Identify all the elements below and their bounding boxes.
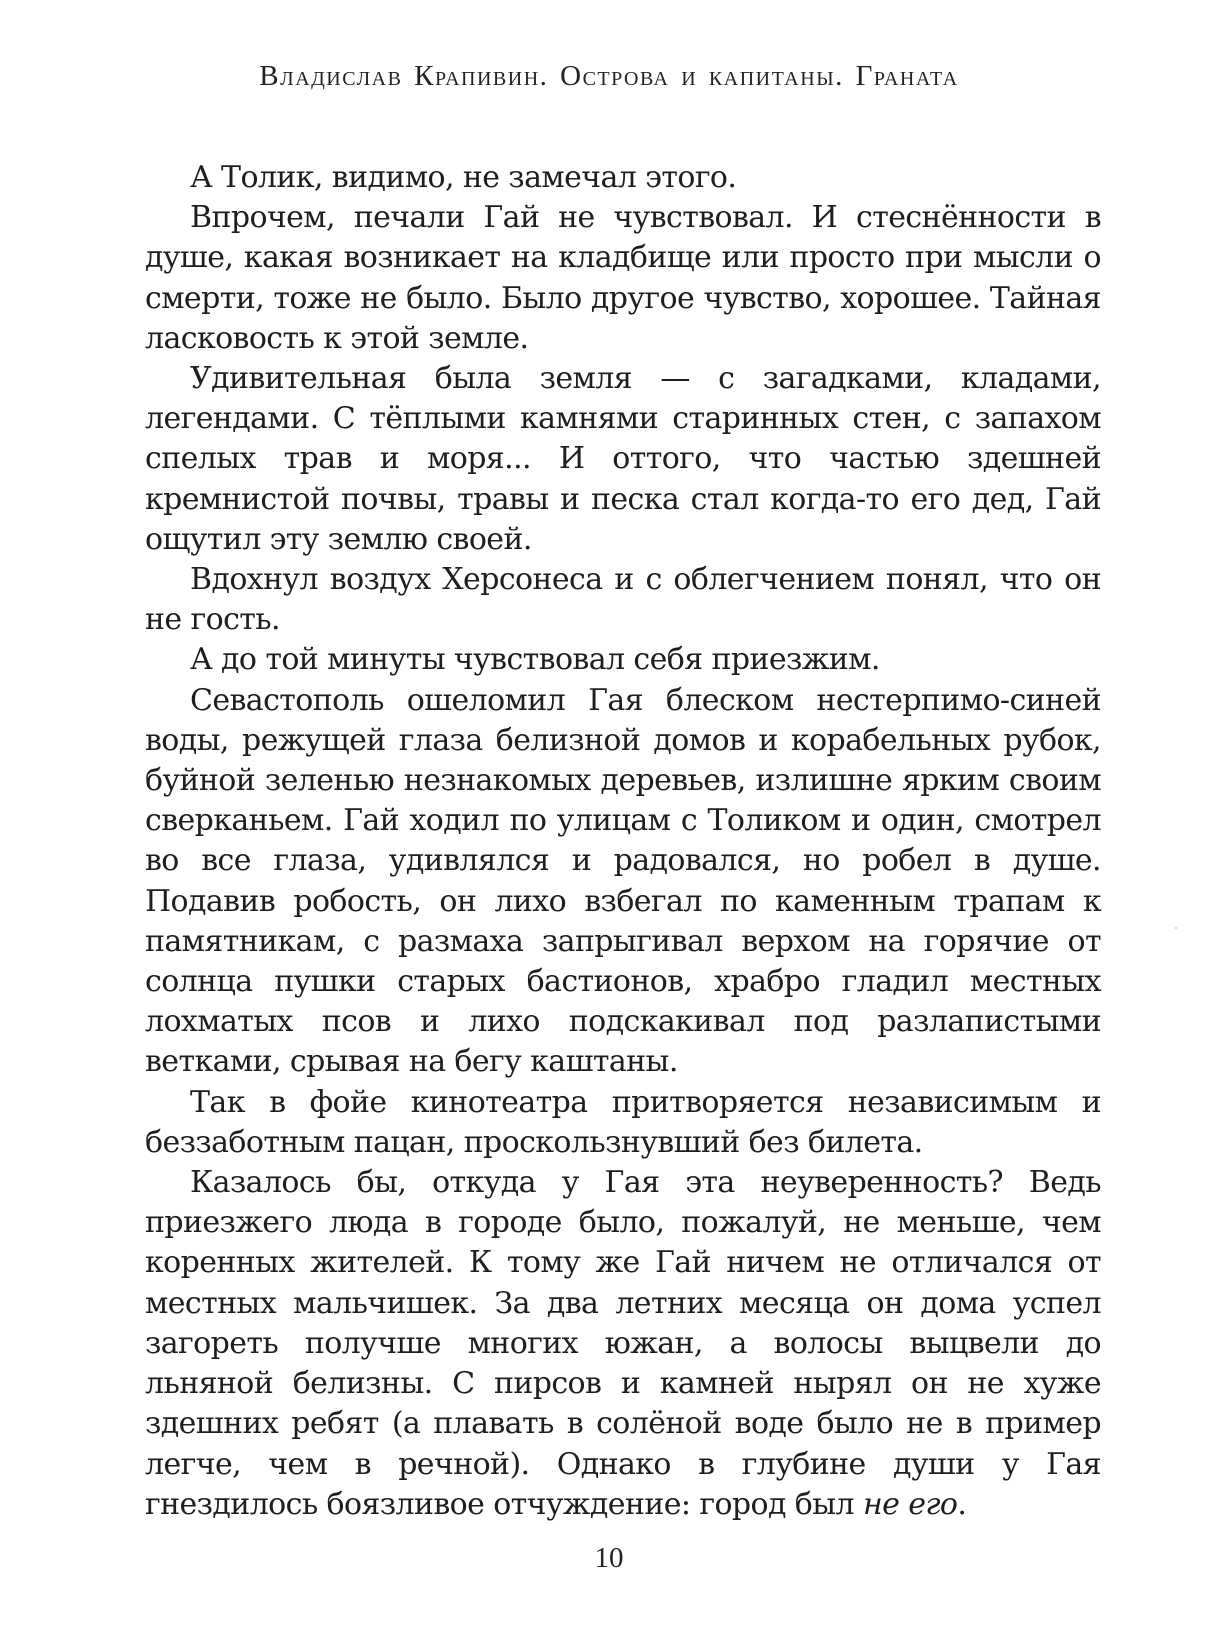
paragraph-8 — [145, 1163, 1101, 1525]
paragraph-4: Вдохнул воздух Херсонеса и с облегчением понял, что он не гость. — [145, 562, 1101, 638]
paragraph-5: А до той минуты чувствовал себя приезжим. — [190, 642, 880, 678]
page-number: 10 — [594, 1542, 624, 1574]
paper-speck — [1175, 927, 1177, 929]
paragraph-1: А Толик, видимо, не замечал этого. — [190, 160, 737, 195]
paragraph-2: Впрочем, печали Гай не чувствовал. И стеснённости в душе, какая возникает на кладбище или просто при мысли о смерти, тоже не было. Было другое чувство, хорошее. Тайная ласковость к этой земле. — [145, 200, 1101, 356]
paragraph-7: Так в фойе кинотеатра притворяется независимым и беззаботным пацан, проскользнувший без билета. — [145, 1084, 1101, 1160]
main-text — [145, 158, 1101, 1525]
running-header: Владислав Крапивин. Острова и капитаны. Граната — [259, 60, 959, 92]
paragraph-3: Удивительная была земля — с загадками, кладами, легендами. С тёплыми камнями старинных стен, с запахом спелых трав и моря... И оттого, что частью здешней кремнистой почвы, травы и песка стал когда-то его дед, Гай ощутил эту землю своей. — [145, 361, 1101, 557]
paragraph-8-tail: . — [957, 1486, 967, 1522]
paragraph-8-text: Казалось бы, откуда у Гая эта неуверенность? Ведь приезжего люда в городе было, пожалуй, не меньше, чем коренных жителей. К тому же Гай ничем не отличался от местных мальчишек. За два летних месяца он дома успел загореть получше многих южан, а волосы выцвели до льняной белизны. С пирсов и камней нырял он не хуже здешних ребят (а плавать в солёной воде было не в пример легче, чем в речной). Однако в глубине души у Гая гнездилось боязливое отчуждение: город был — [145, 1165, 1101, 1522]
paragraph-8-emphasis: не его — [862, 1486, 958, 1522]
paragraph-6: Севастополь ошеломил Гая блеском нестерпимо-синей воды, режущей глаза белизной домов и корабельных рубок, буйной зеленью незнакомых деревьев, излишне ярким своим сверканьем. Гай ходил по улицам с Толиком и один, смотрел во все глаза, удивлялся и радовался, но робел в душе. Подавив робость, он лихо взбегал по каменным трапам к памятникам, с размаха запрыгивал верхом на горячие от солнца пушки старых бастионов, храбро гладил местных лохматых псов и лихо подскакивал под разлапистыми ветками, срывая на бегу каштаны. — [145, 682, 1101, 1080]
